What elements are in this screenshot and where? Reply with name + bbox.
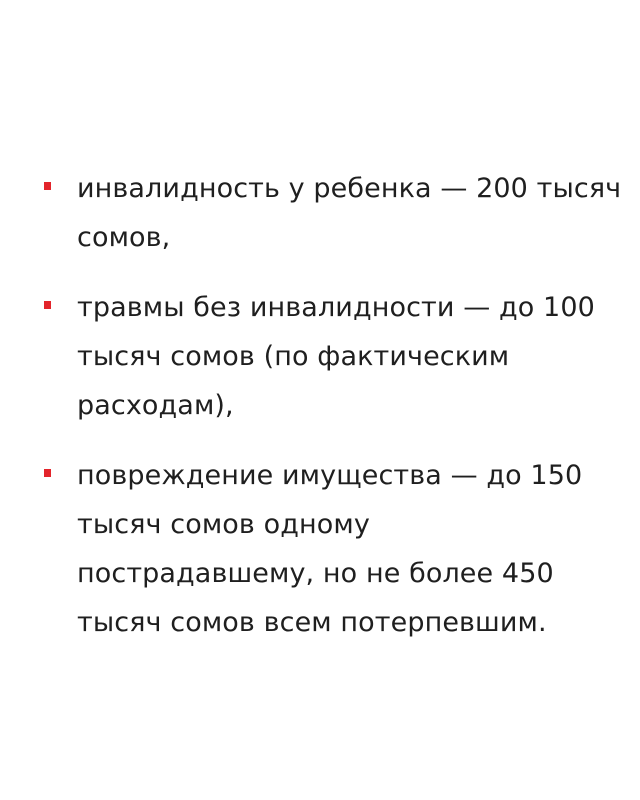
- list-item-text-line: повреждение имущества — до 150: [77, 460, 583, 491]
- list-item: [44, 283, 624, 430]
- list-item-text-line: сомов,: [77, 222, 171, 253]
- list-item: [44, 164, 624, 262]
- bullet-square-icon: [44, 469, 51, 477]
- list-item-text-line: тысяч сомов одному: [77, 509, 370, 540]
- list-item-text-line: расходам),: [77, 390, 234, 421]
- bullet-square-icon: [44, 182, 51, 190]
- bullet-list: [44, 164, 624, 647]
- list-item-text-line: тысяч сомов всем потерпевшим.: [77, 607, 547, 638]
- list-item: [44, 451, 624, 647]
- list-item-text-line: травмы без инвалидности — до 100: [77, 292, 595, 323]
- bullet-square-icon: [44, 301, 51, 309]
- list-item-text-line: инвалидность у ребенка — 200 тысяч: [77, 173, 622, 204]
- main-content: [44, 164, 624, 668]
- list-item-text-line: пострадавшему, но не более 450: [77, 558, 554, 589]
- list-item-text-line: тысяч сомов (по фактическим: [77, 341, 510, 372]
